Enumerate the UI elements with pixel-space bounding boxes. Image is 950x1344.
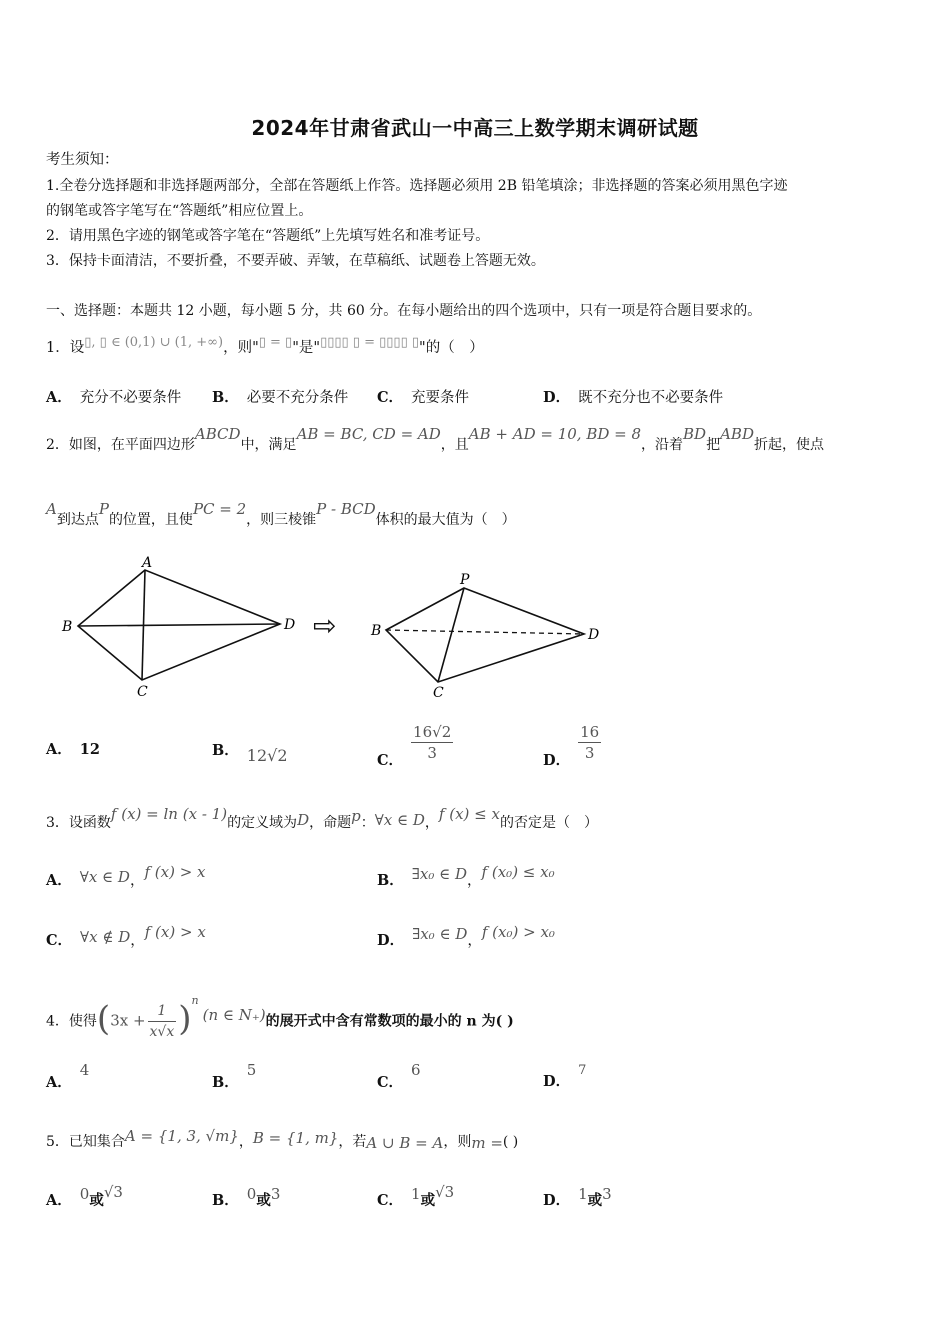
fig2-label-p: P (460, 572, 470, 588)
q4-option-c[interactable]: C．6 (377, 1061, 421, 1091)
question-2-line-2: A到达点P的位置，且使PC = 2，则三棱锥P - BCD体积的最大值为（ ） (46, 500, 516, 528)
q2-option-d[interactable]: D． $\frac{16}{3}$ (543, 723, 600, 769)
q1-expr-eq: ▯ = ▯ (258, 335, 293, 350)
q3-option-c[interactable]: C． ∀x ∉ D，f (x) > x (46, 923, 206, 949)
hidden-edge-bd (386, 630, 584, 634)
q2-figure (0, 550, 950, 705)
q5-option-b[interactable]: B． 0或3 (212, 1185, 281, 1209)
tetrahedron-outline (386, 588, 584, 682)
notice-heading: 考生须知： (46, 152, 119, 168)
fig1-label-d: D (284, 617, 296, 633)
fig2-label-d: D (588, 627, 600, 643)
q2-math: BD (683, 425, 707, 443)
q2-math: AB + AD = 10, BD = 8 (468, 425, 642, 443)
notice-item-1b: 的钢笔或答字笔写在“答题纸”相应位置上。 (46, 203, 313, 219)
q2-math: ABCD (194, 425, 241, 443)
q5-option-d[interactable]: D． 1或3 (543, 1185, 612, 1209)
q4-option-b[interactable]: B．5 (212, 1061, 257, 1091)
q2-math: AB = BC, CD = AD (296, 425, 441, 443)
q1-option-a[interactable]: A． 充分不必要条件 (46, 389, 182, 406)
q1-text: "是" (292, 340, 321, 356)
q1-option-d[interactable]: D． 既不充分也不必要条件 (543, 389, 724, 406)
q1-text: ，则" (223, 340, 259, 356)
q2-math: P (98, 500, 109, 518)
fig1-label-c: C (137, 684, 148, 700)
question-5: 5．已知集合A = {1, 3, √m}，B = {1, m}，若A ∪ B = A，则m =( ) (46, 1127, 519, 1152)
q3-option-b[interactable]: B． ∃x₀ ∈ D，f (x₀) ≤ x₀ (377, 863, 555, 889)
edge-pc (438, 588, 464, 682)
question-2-line-1: 2．如图，在平面四边形ABCD中，满足AB = BC, CD = AD，且AB + AD = 10, BD = 8，沿着BD把ABD折起，使点 (46, 425, 824, 453)
q1-option-b[interactable]: B． 必要不充分条件 (212, 389, 349, 406)
diagonal-bd (78, 624, 280, 626)
q4-option-a[interactable]: A．4 (46, 1061, 90, 1091)
notice-item-3: 3．保持卡面清洁，不要折叠，不要弄破、弄皱，在草稿纸、试题卷上答题无效。 (46, 253, 545, 269)
q2-math: ABD (720, 425, 754, 443)
q4-option-d[interactable]: D．7 (543, 1063, 587, 1090)
q2-math: PC = 2 (192, 500, 247, 518)
q5-option-c[interactable]: C． 1或√3 (377, 1183, 455, 1209)
q1-text: 1．设 (46, 340, 85, 356)
q1-expr-log: ▯▯▯▯ ▯ = ▯▯▯▯ ▯ (320, 335, 420, 350)
page-title: 2024年甘肃省武山一中高三上数学期末调研试题 (251, 116, 699, 140)
q5-option-a[interactable]: A． 0或√3 (46, 1183, 123, 1209)
question-1 (46, 335, 484, 359)
q2-math: P - BCD (316, 500, 376, 518)
q1-option-c[interactable]: C． 充要条件 (377, 389, 470, 406)
fig2-label-b: B (371, 623, 382, 639)
fig1-label-b: B (62, 619, 73, 635)
q2-option-c[interactable]: C． $\frac{16√2}{3}$ (377, 723, 452, 769)
section-heading: 一、选择题：本题共 12 小题，每小题 5 分，共 60 分。在每小题给出的四个选项中，只有一项是符合题目要求的。 (46, 303, 762, 319)
q2-option-a[interactable]: A． 12 (46, 741, 100, 758)
q2-option-b[interactable]: B． 12√2 (212, 742, 288, 765)
q1-text: "的（ ） (419, 340, 484, 356)
question-3: 3．设函数f (x) = ln (x - 1)的定义域为D，命题p：∀x ∈ D，f (x) ≤ x的否定是（ ） (46, 805, 598, 831)
question-4: 4．使得(3x + $\frac{1}{x√x}$ )$^n$(n ∈ N₊)的展开式中含有常数项的最小的 n 为( ) (46, 993, 514, 1040)
notice-item-1a: 1.全卷分选择题和非选择题两部分，全部在答题纸上作答。选择题必须用 2B 铅笔填涂；非选择题的答案必须用黑色字迹 (46, 178, 788, 194)
q3-option-a[interactable]: A． ∀x ∈ D，f (x) > x (46, 863, 206, 889)
q3-option-d[interactable]: D． ∃x₀ ∈ D，f (x₀) > x₀ (377, 923, 555, 949)
q2-math: A (46, 500, 57, 518)
fig1-label-a: A (142, 555, 153, 571)
fig2-label-c: C (433, 685, 444, 701)
fold-arrow-icon: ⇨ (313, 609, 337, 642)
q1-expr-domain: ▯, ▯ ∈ (0,1) ∪ (1, +∞) (84, 335, 224, 350)
notice-item-2: 2．请用黑色字迹的钢笔或答字笔在“答题纸”上先填写姓名和准考证号。 (46, 228, 490, 244)
